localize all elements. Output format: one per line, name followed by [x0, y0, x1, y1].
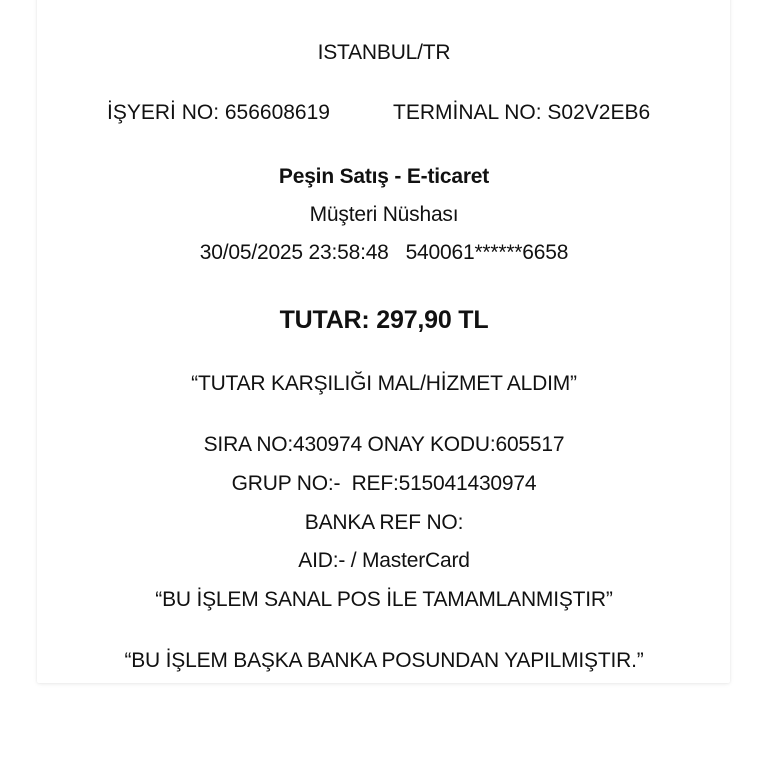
merchant-terminal-row: [0, 100, 768, 126]
terminal-no: TERMİNAL NO: S02V2EB6: [393, 101, 651, 124]
transaction-type: Peşin Satış - E-ticaret: [278, 165, 490, 188]
other-bank-note: “BU İŞLEM BAŞKA BANKA POSUNDAN YAPILMIŞTIR.”: [124, 649, 644, 672]
amount: TUTAR: 297,90 TL: [279, 306, 489, 334]
city: ISTANBUL/TR: [317, 41, 451, 64]
copy-type: Müşteri Nüshası: [309, 203, 459, 226]
aid-card-brand: AID:- / MasterCard: [298, 549, 470, 572]
merchant-no: İŞYERİ NO: 656608619: [107, 101, 330, 124]
acknowledgement: “TUTAR KARŞILIĞI MAL/HİZMET ALDIM”: [191, 372, 577, 395]
group-ref: GRUP NO:- REF:515041430974: [231, 472, 537, 495]
datetime-card-number: 30/05/2025 23:58:48 540061******6658: [199, 241, 569, 264]
bank-ref: BANKA REF NO:: [304, 511, 464, 534]
sequence-approval: SIRA NO:430974 ONAY KODU:605517: [203, 433, 565, 456]
virtual-pos-note: “BU İŞLEM SANAL POS İLE TAMAMLANMIŞTIR”: [155, 588, 613, 611]
